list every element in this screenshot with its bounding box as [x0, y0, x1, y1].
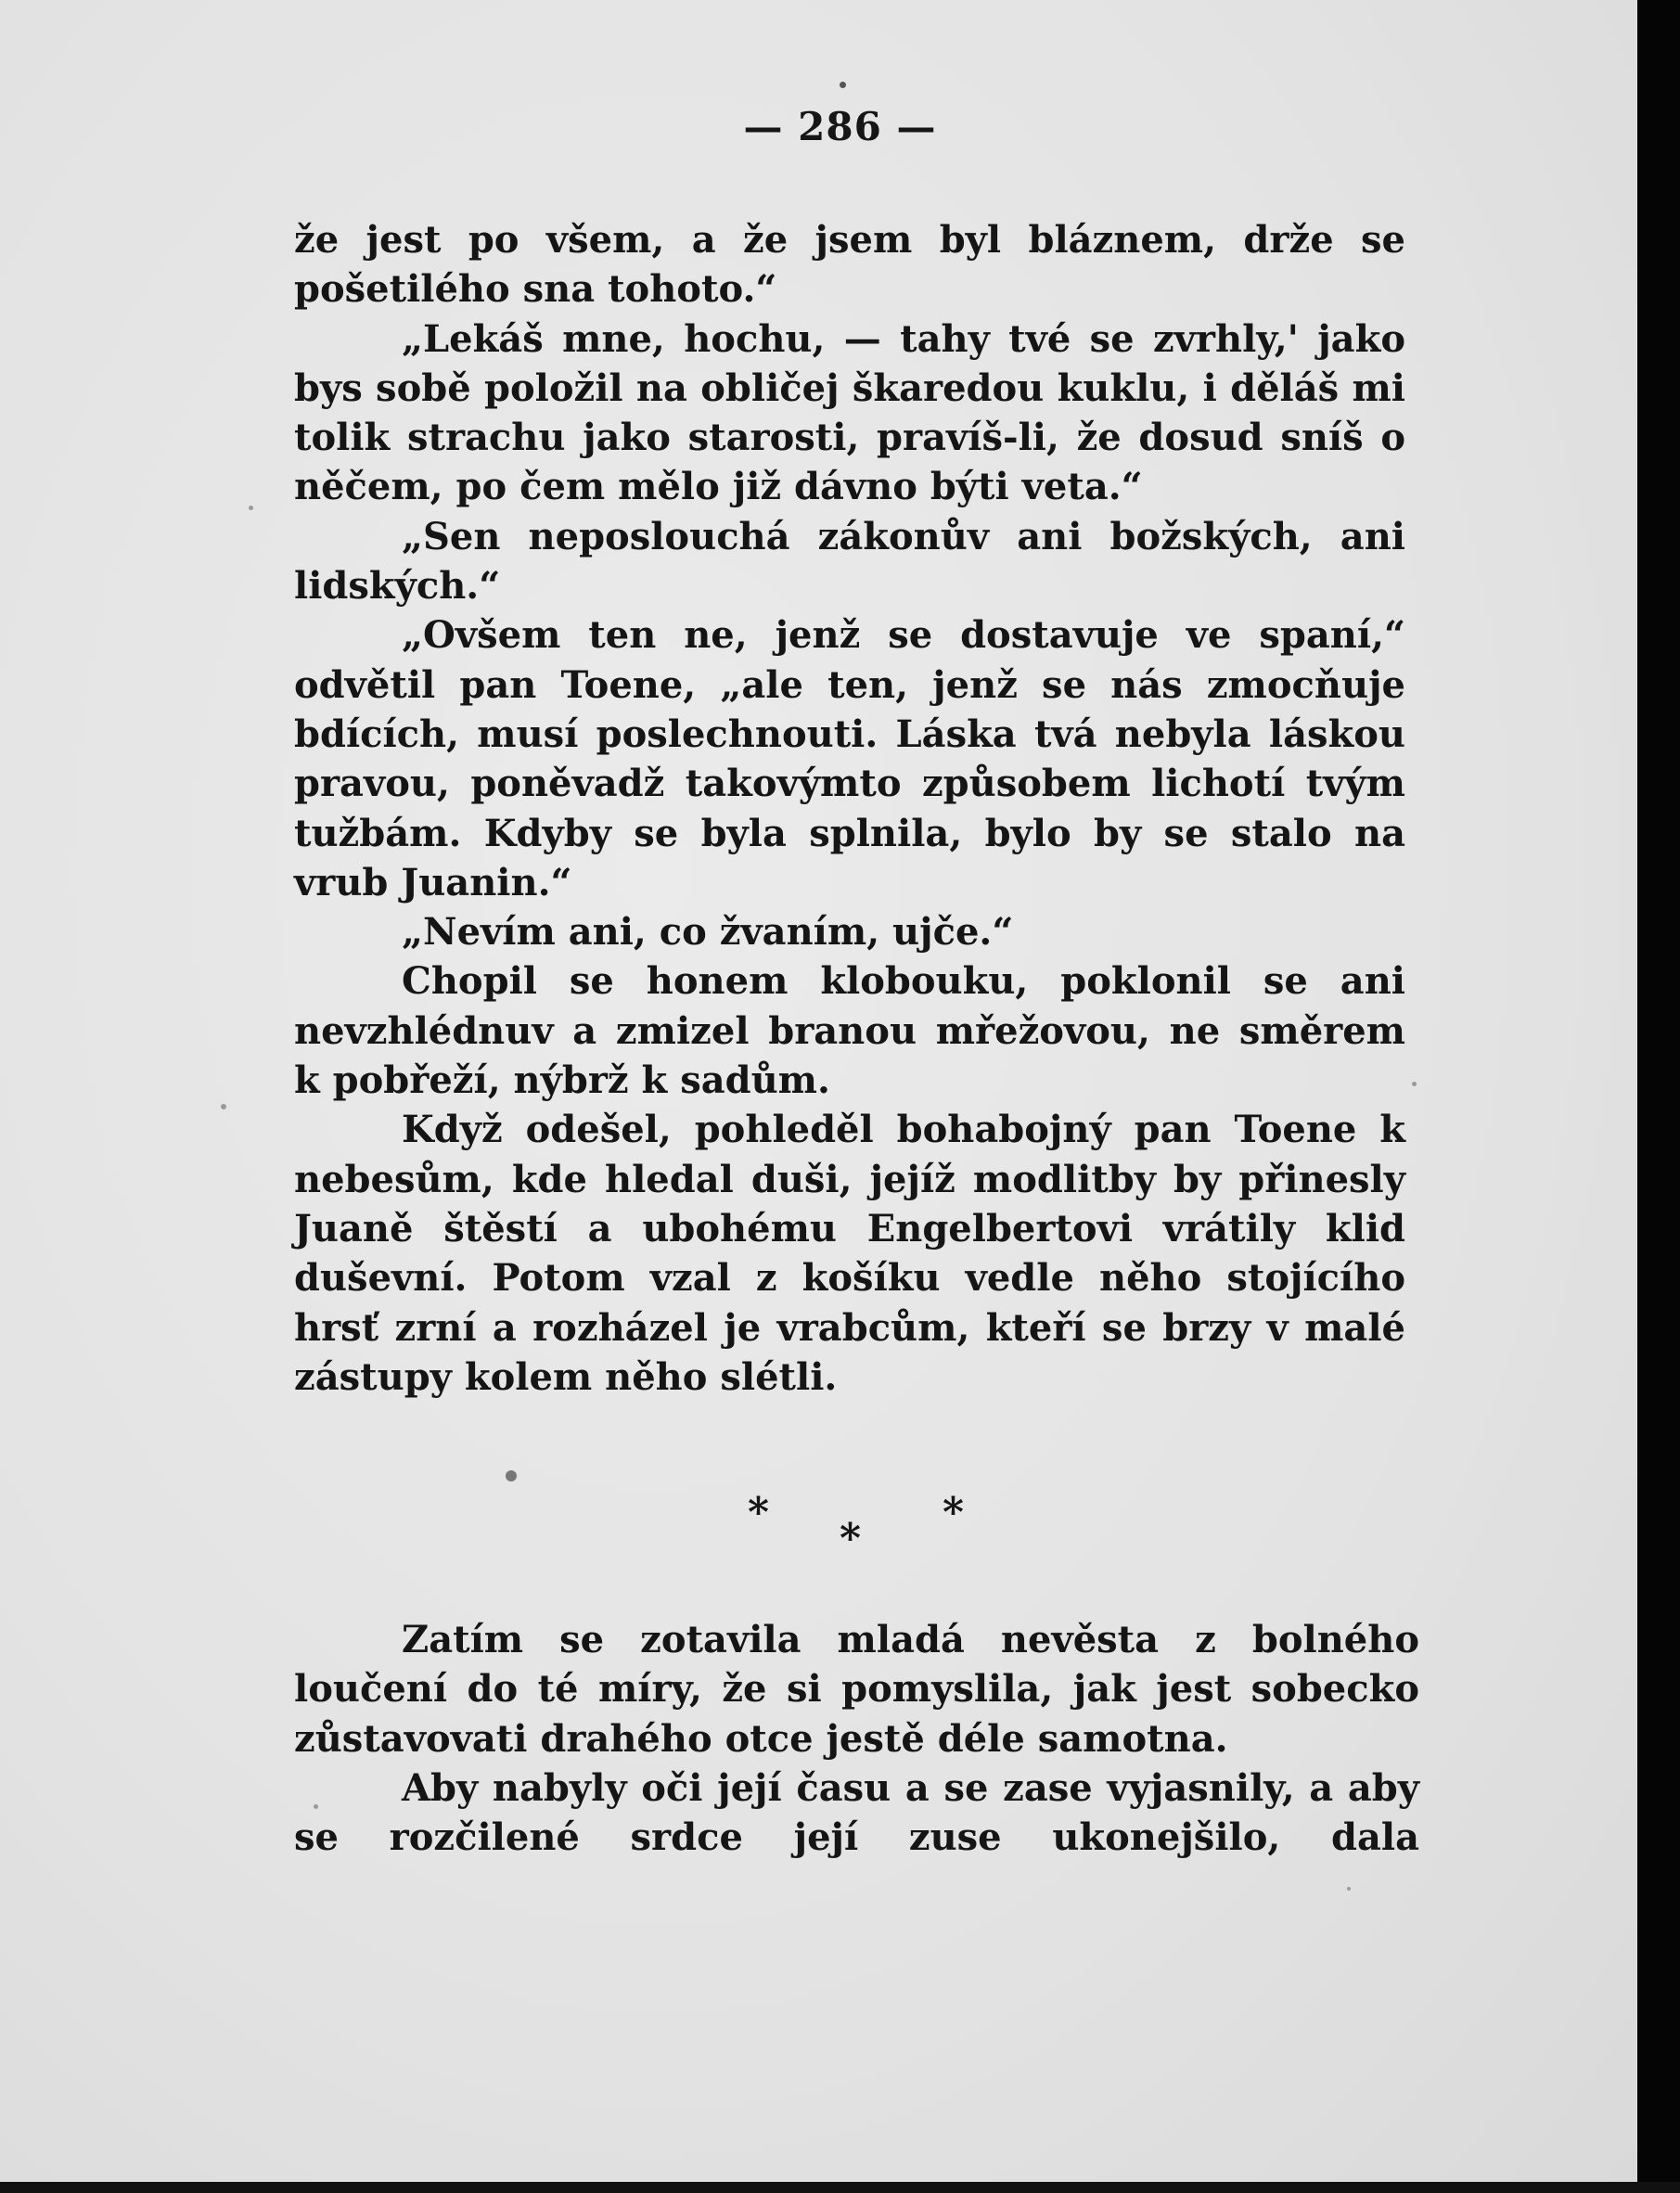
paragraph: Aby nabyly oči její času a se zase vyjasnily, a aby se rozčilené srdce její zuse ukonejšilo, dala	[294, 1765, 1419, 1860]
text-block-top	[294, 215, 1405, 1402]
paper-speck	[1347, 1887, 1351, 1891]
separator-star: *	[748, 1489, 770, 1536]
paper-speck	[840, 82, 846, 88]
paper-speck	[506, 1470, 517, 1481]
paper-speck	[1412, 1082, 1417, 1086]
paragraph: Když odešel, pohleděl bohabojný pan Toene k nebesům, kde hledal duši, jejíž modlitby by přinesly Juaně štěstí a ubohému Engelbertovi vrátily klid duševní. Potom vzal z košíku vedle něho stojícího hrsť zrní a rozházel je vrabcům, kteří se brzy v malé zástupy kolem něho slétli.	[294, 1108, 1405, 1399]
paragraph: že jest po všem, a že jsem byl bláznem, drže se pošetilého sna tohoto.“	[294, 218, 1405, 312]
paragraph: Chopil se honem klobouku, poklonil se ani nevzhlédnuv a zmizel branou mřežovou, ne směrem k pobřeží, nýbrž k sadům.	[294, 959, 1405, 1103]
scan-border	[1637, 0, 1680, 2193]
paper-speck	[249, 506, 253, 510]
scan-border	[0, 2182, 1680, 2193]
paragraph: „Sen neposlouchá zákonův ani božských, ani lidských.“	[294, 514, 1405, 609]
paragraph: „Ovšem ten ne, jenž se dostavuje ve spaní,“ odvětil pan Toene, „ale ten, jenž se nás zmocňuje bdících, musí poslechnouti. Láska tvá nebyla láskou pravou, poněvadž takovýmto způsobem lichotí tvým tužbám. Kdyby se byla splnila, bylo by se stalo na vrub Juanin.“	[294, 613, 1405, 904]
paper-speck	[221, 1104, 226, 1109]
paragraph: Zatím se zotavila mladá nevěsta z bolného loučení do té míry, že si pomyslila, jak jest sobecko zůstavovati drahého otce jestě déle samotna.	[294, 1618, 1419, 1761]
separator-star: *	[943, 1489, 965, 1536]
section-separator	[0, 1489, 1680, 1562]
text-block-bottom	[294, 1615, 1419, 1862]
paper-speck	[314, 1804, 318, 1809]
page-number: — 286 —	[743, 104, 937, 149]
paragraph: „Nevím ani, co žvaním, ujče.“	[402, 910, 1014, 955]
separator-star: *	[840, 1515, 862, 1562]
paragraph: „Lekáš mne, hochu, — tahy tvé se zvrhly,' jako bys sobě položil na obličej škaredou kuklu, i děláš mi tolik strachu jako starosti, pravíš-li, že dosud sníš o něčem, po čem mělo již dávno býti veta.“	[294, 316, 1405, 509]
